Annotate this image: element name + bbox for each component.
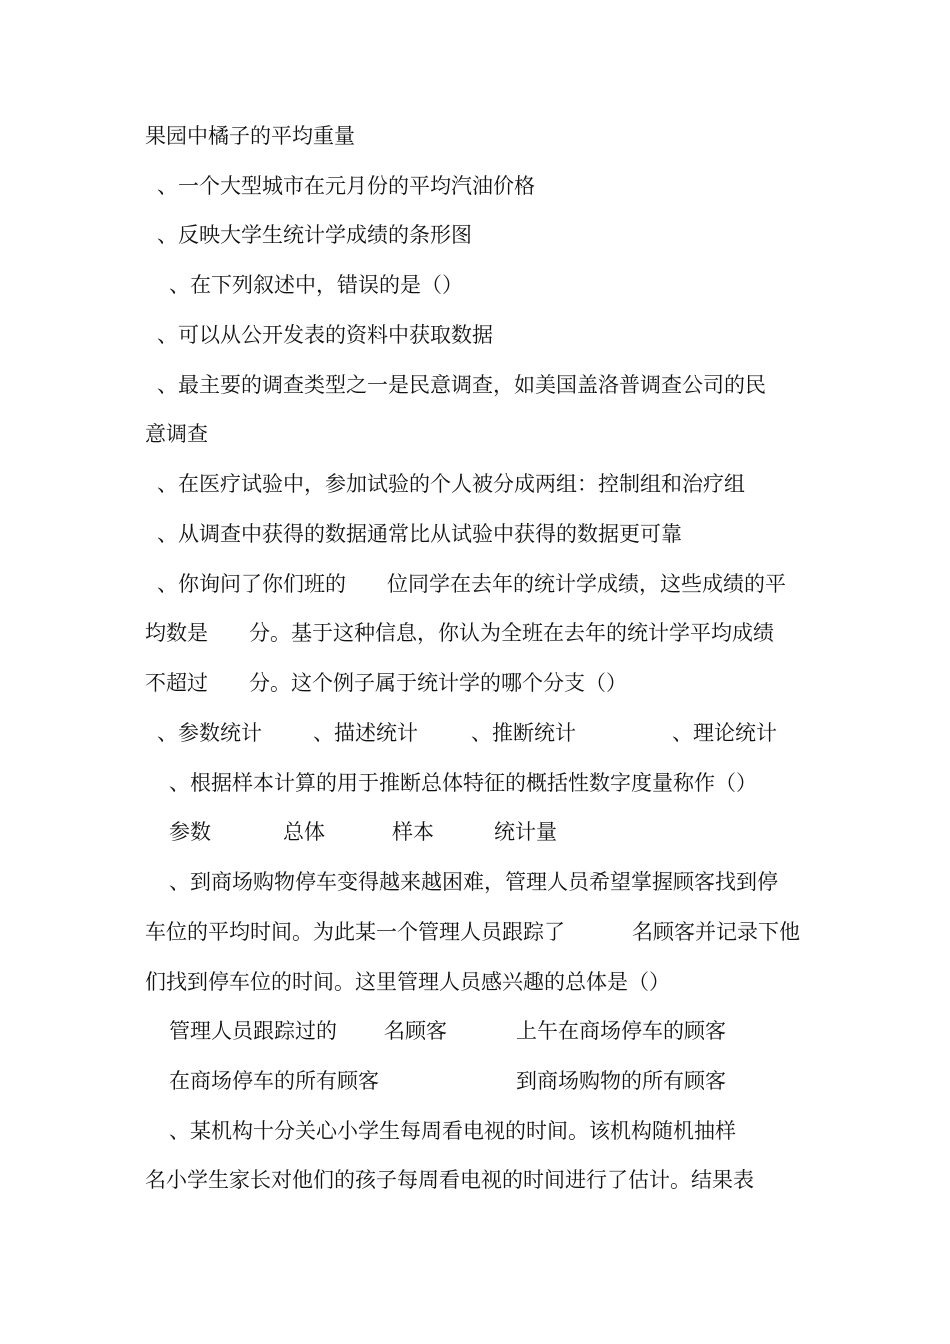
text-line: 不超过 [145, 671, 208, 695]
text-line: 、从调查中获得的数据通常比从试验中获得的数据更可靠 [157, 522, 682, 546]
option-item: 上午在商场停车的顾客 [516, 1019, 726, 1043]
text-line: 、你询问了你们班的 [157, 572, 346, 596]
option-item: 名顾客 [384, 1019, 447, 1043]
text-line: 、根据样本计算的用于推断总体特征的概括性数字度量称作（） [169, 771, 757, 795]
option-item: 参数 [169, 820, 211, 844]
option-item: 样本 [392, 820, 434, 844]
text-line: 、到商场购物停车变得越来越困难，管理人员希望掌握顾客找到停 [169, 870, 778, 894]
text-line: 分。这个例子属于统计学的哪个分支（） [249, 671, 627, 695]
option-item: 管理人员跟踪过的 [169, 1019, 337, 1043]
option-item: 到商场购物的所有顾客 [516, 1069, 726, 1093]
text-line: 、在医疗试验中，参加试验的个人被分成两组：控制组和治疗组 [157, 472, 745, 496]
text-line: 、最主要的调查类型之一是民意调查，如美国盖洛普调查公司的民 [157, 373, 766, 397]
text-line: 、可以从公开发表的资料中获取数据 [157, 323, 493, 347]
text-line: 果园中橘子的平均重量 [145, 124, 355, 148]
text-line: 们找到停车位的时间。这里管理人员感兴趣的总体是（） [145, 970, 670, 994]
option-item: 、描述统计 [313, 721, 418, 745]
option-item: 、理论统计 [672, 721, 777, 745]
option-item: 在商场停车的所有顾客 [169, 1069, 379, 1093]
text-line: 位同学在去年的统计学成绩，这些成绩的平 [387, 572, 786, 596]
option-item: 总体 [283, 820, 325, 844]
text-line: 、反映大学生统计学成绩的条形图 [157, 223, 472, 247]
option-item: 统计量 [494, 820, 557, 844]
text-line: 意调查 [145, 422, 208, 446]
option-item: 、推断统计 [471, 721, 576, 745]
option-item: 、参数统计 [157, 721, 262, 745]
text-line: 车位的平均时间。为此某一个管理人员跟踪了 [145, 920, 565, 944]
text-line: 名小学生家长对他们的孩子每周看电视的时间进行了估计。结果表 [145, 1168, 754, 1192]
text-line: 、在下列叙述中，错误的是（） [169, 273, 463, 297]
text-line: 分。基于这种信息，你认为全班在去年的统计学平均成绩 [249, 621, 774, 645]
text-line: 名顾客并记录下他 [632, 920, 800, 944]
text-line: 均数是 [145, 621, 208, 645]
text-line: 、某机构十分关心小学生每周看电视的时间。该机构随机抽样 [169, 1119, 736, 1143]
text-line: 、一个大型城市在元月份的平均汽油价格 [157, 174, 535, 198]
